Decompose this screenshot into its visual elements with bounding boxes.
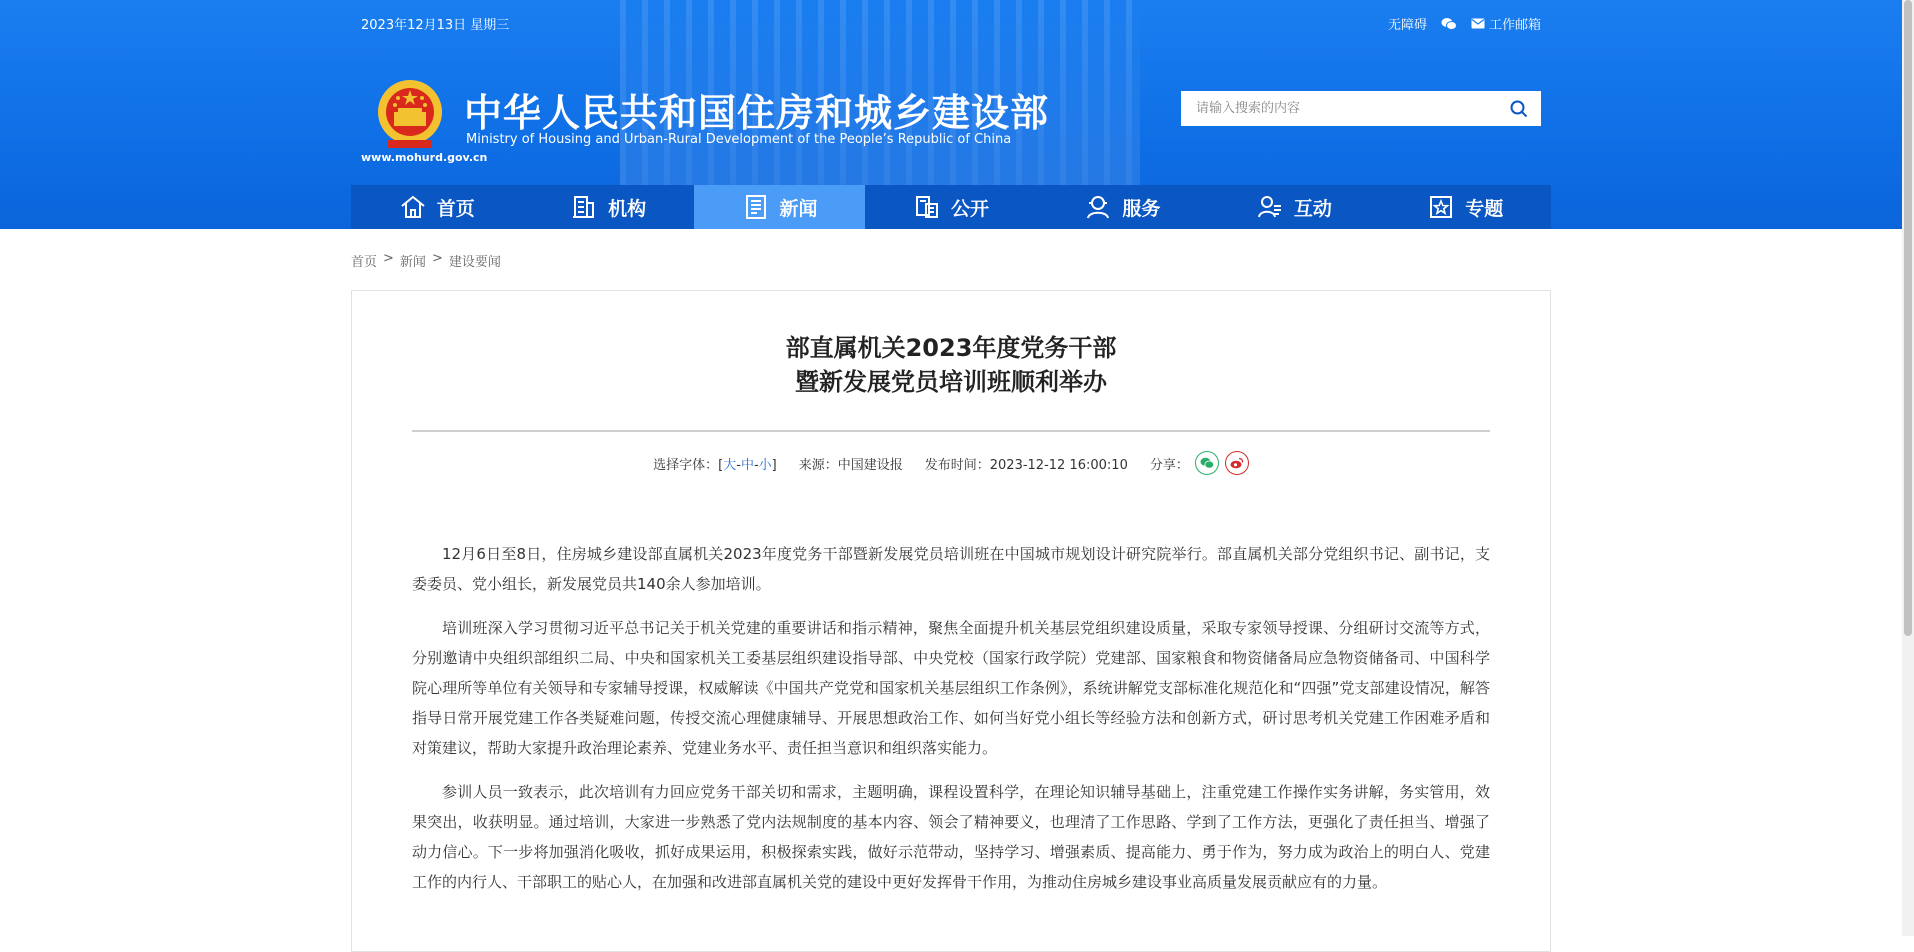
article-paragraph: 参训人员一致表示，此次培训有力回应党务干部关切和需求，主题明确，课程设置科学，在理论知识辅导基础上，注重党建工作操作实务讲解，务实管用，效果突出，收获明显。通过培训，大家进一步熟悉了党内法规制度的基本内容、领会了精神要义，也理清了工作思路、学到了工作方法，更强化了责任担当、增强了动力信心。下一步将加强消化吸收，抓好成果运用，积极探索实践，做好示范带动，坚持学习、增强素质、提高能力、勇于作为，努力成为政治上的明白人、党建工作的内行人、干部职工的贴心人，在加强和改进部直属机关党的建设中更好发挥骨干作用，为推动住房城乡建设事业高质量发展贡献应有的力量。 xyxy=(412,783,1490,891)
home-icon xyxy=(399,193,427,221)
accessibility-link[interactable]: 无障碍 xyxy=(1387,18,1427,33)
article-paragraph: 培训班深入学习贯彻习近平总书记关于机关党建的重要讲话和指示精神，聚焦全面提升机关基层党组织建设质量，采取专家领导授课、分组研讨交流等方式，分别邀请中央组织部组织二局、中央和国家机关工委基层组织建设指导部、中央党校（国家行政学院）党建部、国家粮食和物资储备局应急物资储备司、中国科学院心理所等单位有关领导和专家辅导授课，权威解读《中国共产党党和国家机关基层组织工作条例》，系统讲解党支部标准化规范化和“四强”党支部建设情况，解答指导日常开展党建工作各类疑难问题，传授交流心理健康辅导、开展思想政治工作、如何当好党小组长等经验方法和创新方式，研讨思考机关党建工作困难矛盾和对策建议，帮助大家提升政治理论素养、党建业务水平、责任担当意识和组织落实能力。 xyxy=(412,619,1490,757)
nav-label-special: 专题 xyxy=(1465,197,1504,220)
page-scrollbar[interactable] xyxy=(1902,0,1914,936)
search-input[interactable] xyxy=(1181,91,1497,126)
breadcrumb-home[interactable]: 首页 xyxy=(351,255,378,270)
nav-label-home: 首页 xyxy=(436,197,475,220)
national-emblem-icon[interactable] xyxy=(376,78,444,150)
scrollbar-thumb[interactable] xyxy=(1904,0,1912,636)
wechat-icon xyxy=(1441,17,1457,31)
nav-item-service[interactable] xyxy=(1037,185,1208,229)
article-paragraph: 12月6日至8日，住房城乡建设部直属机关2023年度党务干部暨新发展党员培训班在中国城市规划设计研究院举行。部直属机关部分党组织书记、副书记，支委委员、党小组长，新发展党员共140余人参加培训。 xyxy=(412,545,1490,593)
font-size-separator: - xyxy=(753,457,759,473)
special-icon xyxy=(1427,193,1455,221)
article-container xyxy=(351,290,1551,952)
breadcrumb xyxy=(351,251,501,270)
search-box xyxy=(1181,91,1541,126)
public-icon xyxy=(913,193,941,221)
interact-icon xyxy=(1256,193,1284,221)
share-label: 分享： xyxy=(1149,457,1189,473)
article-title xyxy=(352,331,1550,399)
font-size-separator: - xyxy=(736,457,741,473)
nav-label-organization: 机构 xyxy=(608,197,647,220)
search-icon xyxy=(1510,100,1528,118)
current-date: 2023年12月13日 星期三 xyxy=(361,18,510,33)
article-source: 来源：中国建设报 xyxy=(798,457,903,473)
share-section xyxy=(1150,451,1249,475)
publish-time: 发布时间：2023-12-12 16:00:10 xyxy=(924,457,1128,473)
nav-label-service: 服务 xyxy=(1122,197,1161,220)
nav-item-home[interactable] xyxy=(351,185,522,229)
building-icon xyxy=(570,193,598,221)
mail-icon xyxy=(1471,18,1485,29)
nav-label-public: 公开 xyxy=(950,197,989,220)
news-icon xyxy=(742,193,770,221)
nav-label-news: 新闻 xyxy=(779,197,818,220)
site-subtitle: Ministry of Housing and Urban-Rural Development of the People’s Republic of China xyxy=(466,132,1012,147)
nav-item-organization[interactable] xyxy=(522,185,693,229)
search-button[interactable] xyxy=(1497,91,1541,126)
breadcrumb-separator-icon: > xyxy=(431,251,443,266)
font-size-large[interactable]: 大 xyxy=(723,457,737,473)
nav-label-interact: 互动 xyxy=(1293,197,1332,220)
article-title-line2: 暨新发展党员培训班顺利举办 xyxy=(795,368,1107,396)
main-nav xyxy=(351,185,1551,229)
weibo-icon xyxy=(1230,457,1244,469)
font-select-label: 选择字体：[ xyxy=(653,457,724,473)
nav-item-public[interactable] xyxy=(865,185,1036,229)
nav-item-news[interactable] xyxy=(694,185,865,229)
mailbox-label: 工作邮箱 xyxy=(1488,18,1541,33)
mailbox-link[interactable] xyxy=(1471,14,1541,33)
nav-item-special[interactable] xyxy=(1380,185,1551,229)
breadcrumb-separator-icon: > xyxy=(383,251,394,266)
wechat-link[interactable] xyxy=(1441,17,1457,31)
font-size-selector xyxy=(653,454,777,473)
title-divider xyxy=(412,430,1490,432)
site-title[interactable]: 中华人民共和国住房和城乡建设部 xyxy=(464,91,1050,135)
service-icon xyxy=(1084,193,1112,221)
article-body xyxy=(412,539,1490,911)
top-links xyxy=(1388,14,1541,33)
site-header xyxy=(0,0,1902,229)
article-meta xyxy=(352,451,1550,475)
wechat-icon xyxy=(1200,457,1214,469)
article-title-line1: 部直属机关2023年度党务干部 xyxy=(785,334,1117,362)
share-weibo-button[interactable] xyxy=(1225,451,1249,475)
font-select-end: ] xyxy=(771,457,777,473)
breadcrumb-news[interactable]: 新闻 xyxy=(399,255,426,270)
share-wechat-button[interactable] xyxy=(1195,451,1219,475)
font-size-small[interactable]: 小 xyxy=(758,457,772,473)
font-size-medium[interactable]: 中 xyxy=(740,457,754,473)
breadcrumb-current[interactable]: 建设要闻 xyxy=(448,255,501,270)
nav-item-interact[interactable] xyxy=(1208,185,1379,229)
site-url: www.mohurd.gov.cn xyxy=(361,151,488,164)
